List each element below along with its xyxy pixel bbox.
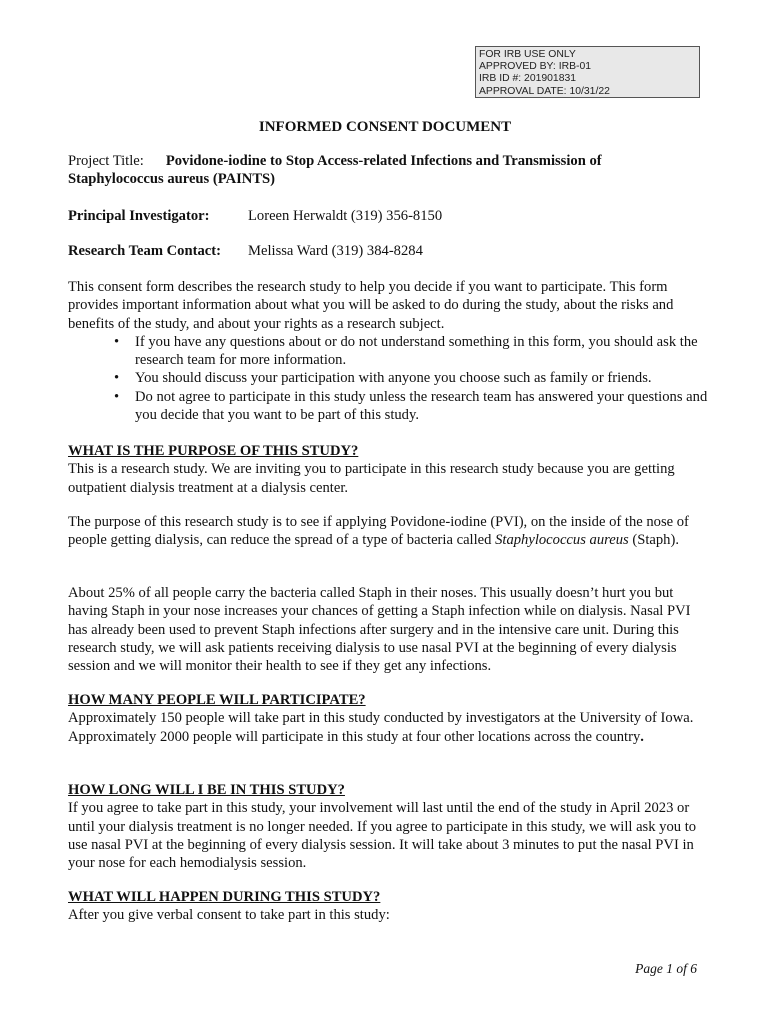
irb-line: IRB ID #: 201901831 (479, 73, 577, 85)
procedures-heading: WHAT WILL HAPPEN DURING THIS STUDY? (68, 889, 381, 905)
project-title-block (68, 152, 708, 189)
purpose-text: About 25% of all people carry the bacteria called Staph in their noses. This usually doesn’t hurt you but having Staph in your nose increases your chances of getting a Staph infection while on dialysis. Nasal PVI has already been used to prevent Staph infections after surgery and in the intensive care unit. During this research study, we will ask patients receiving dialysis to use nasal PVI at the beginning of every dialysis session and we will monitor their health to see if they get any infections. (68, 585, 691, 675)
purpose-paragraph-1: This is a research study. We are inviting you to participate in this research study because you are getting outpatient dialysis treatment at a dialysis center. (68, 461, 675, 496)
purpose-section (68, 442, 708, 497)
list-item (68, 333, 708, 370)
bullet-icon: • (114, 388, 120, 405)
participants-heading: HOW MANY PEOPLE WILL PARTICIPATE? (68, 692, 366, 708)
purpose-text: The purpose of this research study is to see if applying Povidone-iodine (PVI), on the inside of the nose of people getting dialysis, can reduce the spread of a type of bacteria called (68, 514, 689, 549)
irb-line: APPROVED BY: IRB-01 (479, 61, 592, 73)
project-title-value: Povidone-iodine to Stop Access-related Infections and Transmission of (165, 153, 602, 169)
bacteria-name: Staphylococcus aureus (495, 532, 629, 549)
procedures-section (68, 888, 708, 925)
intro-paragraph: This consent form describes the research study to help you decide if you want to participate. This form provides important information about what you will be asked to do during the study, about the risks and benefits of the study, and about your rights as a research subject. (68, 279, 674, 332)
bullet-icon: • (114, 333, 120, 350)
page-number: Page 1 of 6 (635, 961, 697, 976)
procedures-paragraph: After you give verbal consent to take part in this study: (68, 907, 390, 924)
document-title: INFORMED CONSENT DOCUMENT (258, 119, 512, 135)
principal-investigator-row (68, 207, 442, 225)
purpose-paragraph-2 (68, 513, 708, 550)
intro-section (68, 278, 708, 424)
list-item-text: Do not agree to participate in this study unless the research team has answered your questions and you decide that you want to be part of this study. (135, 388, 708, 424)
purpose-text-end: (Staph). (628, 532, 679, 549)
list-item (68, 369, 708, 387)
duration-paragraph: If you agree to take part in this study, your involvement will last until the end of the study in April 2023 or until your dialysis treatment is no longer needed. If you agree to participate in this study, we will ask you to use nasal PVI at the beginning of every dialysis session. It will take about 3 minutes to put the nasal PVI in your nose for each hemodialysis session. (68, 800, 697, 872)
list-item-text: If you have any questions about or do not understand something in this form, you should ask the research team for more information. (135, 333, 698, 369)
project-title-value-cont: Staphylococcus aureus (PAINTS) (68, 171, 276, 188)
participants-paragraph: Approximately 150 people will take part in this study conducted by investigators at the University of Iowa. Approximately 2000 people will participate in this study at four other locations across the country (68, 710, 694, 745)
irb-line: FOR IRB USE ONLY (479, 49, 576, 60)
bullet-icon: • (114, 370, 120, 387)
purpose-heading: WHAT IS THE PURPOSE OF THIS STUDY? (68, 443, 359, 459)
pi-label: Principal Investigator: (68, 208, 210, 224)
duration-heading: HOW LONG WILL I BE IN THIS STUDY? (68, 782, 345, 798)
research-contact-row (68, 242, 423, 260)
list-item-text: You should discuss your participation with anyone you choose such as family or friends. (135, 370, 652, 387)
irb-line: APPROVAL DATE: 10/31/22 (479, 85, 610, 97)
irb-approval-stamp (475, 46, 700, 98)
participants-section (68, 691, 708, 746)
contact-label: Research Team Contact: (68, 243, 221, 259)
pi-value: Loreen Herwaldt (319) 356-8150 (248, 208, 443, 224)
purpose-paragraph-3 (68, 584, 708, 675)
participants-paragraph-end: . (640, 728, 644, 745)
project-title-label: Project Title: (68, 153, 144, 169)
duration-section (68, 781, 708, 872)
list-item (68, 388, 708, 425)
contact-value: Melissa Ward (319) 384-8284 (248, 243, 423, 259)
intro-bullet-list (68, 333, 708, 424)
